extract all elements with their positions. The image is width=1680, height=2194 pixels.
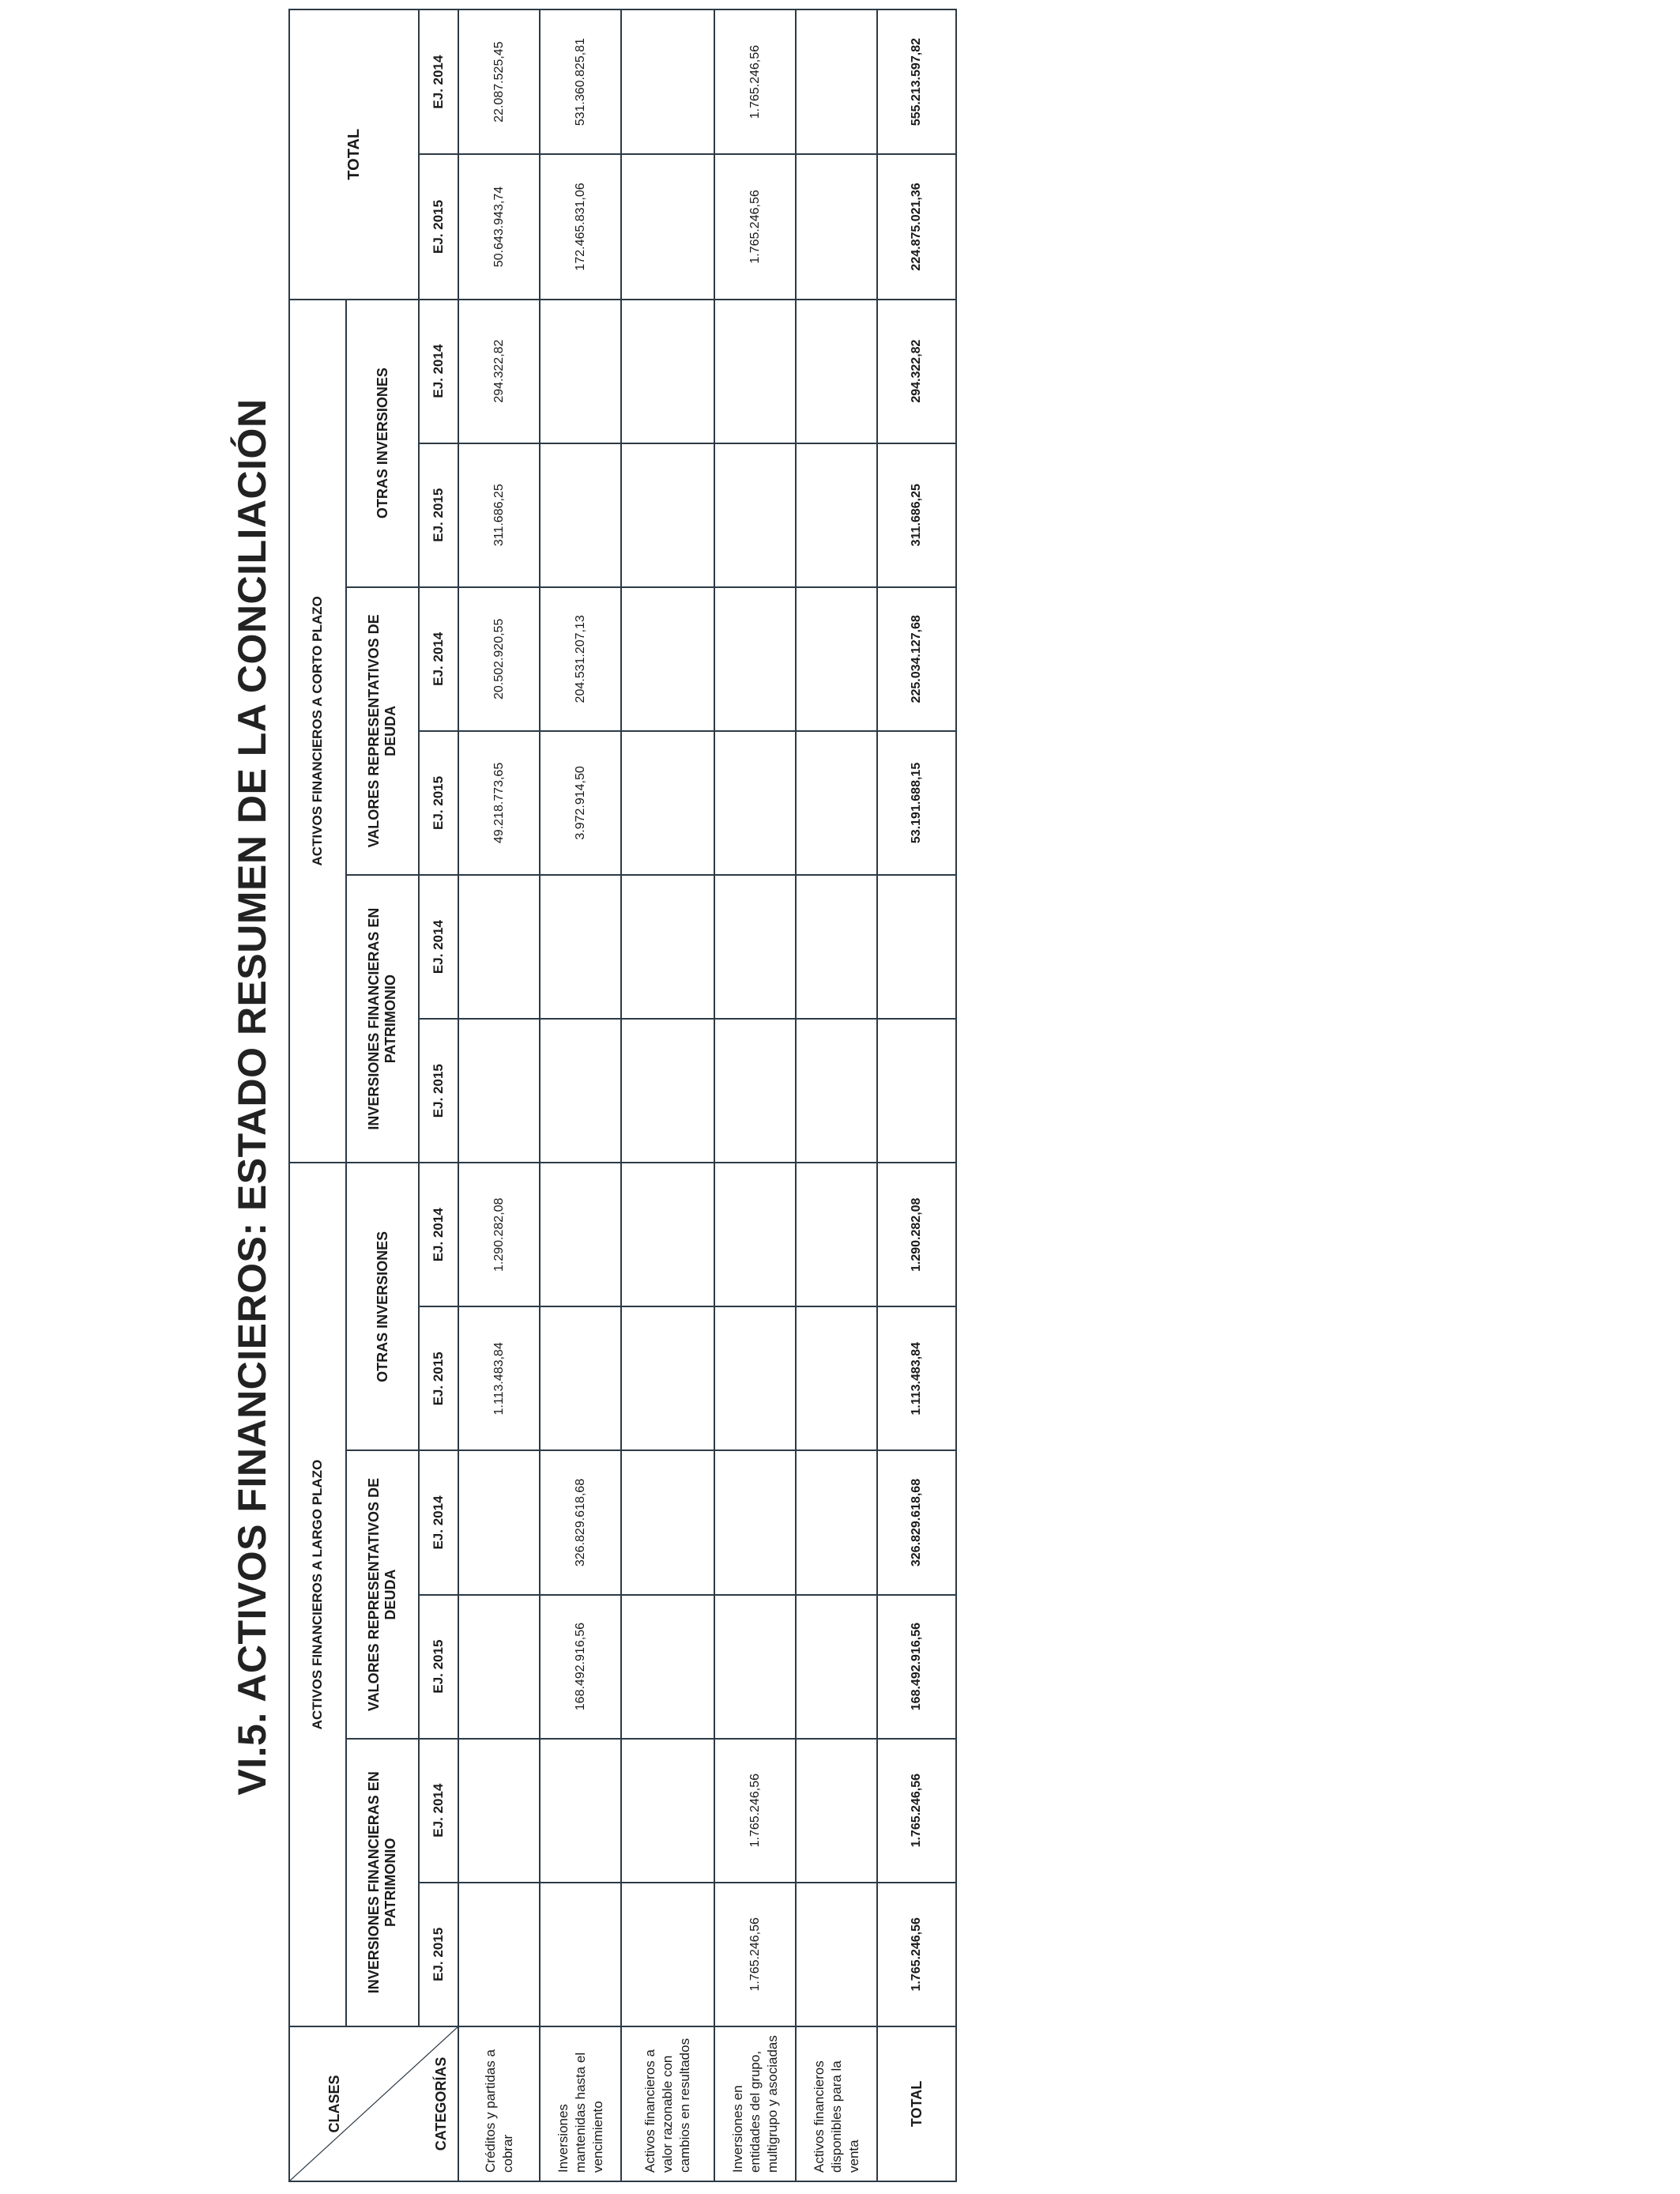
table-cell	[621, 1306, 714, 1450]
total-cell: 1.765.246,56	[877, 1739, 956, 1883]
total-cell: 326.829.618,68	[877, 1450, 956, 1594]
table-cell: 1.765.246,56	[714, 1739, 796, 1883]
header-total: TOTAL	[289, 9, 419, 300]
table-row	[714, 9, 796, 2181]
total-cell: 224.875.021,36	[877, 154, 956, 299]
table-cell: 326.829.618,68	[540, 1450, 621, 1594]
table-cell	[621, 587, 714, 731]
table-row	[621, 9, 714, 2181]
table-cell	[714, 443, 796, 587]
year-header: EJ. 2014	[419, 1739, 458, 1883]
table-cell	[621, 1019, 714, 1163]
total-cell: 294.322,82	[877, 300, 956, 443]
table-row	[540, 9, 621, 2181]
table-cell	[540, 1883, 621, 2026]
table-cell	[714, 1019, 796, 1163]
table-cell	[621, 1739, 714, 1883]
year-header: EJ. 2015	[419, 443, 458, 587]
table-cell	[714, 1306, 796, 1450]
table-cell	[796, 875, 877, 1019]
table-cell	[714, 587, 796, 731]
year-header: EJ. 2015	[419, 1595, 458, 1739]
year-header: EJ. 2014	[419, 1450, 458, 1594]
table-cell	[621, 9, 714, 154]
header-categorias: CATEGORÍAS	[433, 2056, 449, 2151]
header-corner-cell	[289, 2026, 458, 2181]
total-row	[877, 9, 956, 2181]
year-header: EJ. 2015	[419, 1306, 458, 1450]
table-cell	[796, 443, 877, 587]
row-category: Activos financieros a valor razonable con cambios en resultados	[621, 2026, 714, 2181]
table-cell: 3.972.914,50	[540, 731, 621, 875]
year-header: EJ. 2014	[419, 9, 458, 154]
table-cell: 1.765.246,56	[714, 1883, 796, 2026]
table-row	[458, 9, 540, 2181]
year-header: EJ. 2014	[419, 875, 458, 1019]
total-cell: 53.191.688,15	[877, 731, 956, 875]
table-cell	[621, 731, 714, 875]
table-cell	[621, 443, 714, 587]
table-cell	[540, 1306, 621, 1450]
header-lp-patrimonio: INVERSIONES FINANCIERAS EN PATRIMONIO	[346, 1739, 419, 2026]
year-header: EJ. 2014	[419, 587, 458, 731]
header-clases: CLASES	[326, 2075, 342, 2133]
table-cell	[796, 154, 877, 299]
table-cell	[796, 300, 877, 443]
total-cell: 168.492.916,56	[877, 1595, 956, 1739]
table-cell	[714, 731, 796, 875]
table-cell: 172.465.831,06	[540, 154, 621, 299]
header-corto-plazo: ACTIVOS FINANCIEROS A CORTO PLAZO	[289, 300, 346, 1163]
total-cell: 311.686,25	[877, 443, 956, 587]
total-cell: 225.034.127,68	[877, 587, 956, 731]
table-cell	[540, 1739, 621, 1883]
total-cell: 1.113.483,84	[877, 1306, 956, 1450]
table-cell: 531.360.825,81	[540, 9, 621, 154]
table-cell: 20.502.920,55	[458, 587, 540, 731]
table-cell	[621, 1883, 714, 2026]
table-cell: 294.322,82	[458, 300, 540, 443]
row-category: Créditos y partidas a cobrar	[458, 2026, 540, 2181]
table-cell	[796, 1306, 877, 1450]
total-cell: 555.213.597,82	[877, 9, 956, 154]
table-cell: 49.218.773,65	[458, 731, 540, 875]
table-cell	[714, 1450, 796, 1594]
table-cell	[796, 587, 877, 731]
total-cell	[877, 875, 956, 1019]
total-row-label: TOTAL	[877, 2026, 956, 2181]
header-largo-plazo: ACTIVOS FINANCIEROS A LARGO PLAZO	[289, 1163, 346, 2026]
table-cell	[714, 875, 796, 1019]
table-cell: 204.531.207,13	[540, 587, 621, 731]
table-cell	[714, 300, 796, 443]
table-cell	[458, 1019, 540, 1163]
table-cell	[458, 1595, 540, 1739]
table-cell: 311.686,25	[458, 443, 540, 587]
table-row	[796, 9, 877, 2181]
table-cell	[458, 1883, 540, 2026]
total-cell	[877, 1019, 956, 1163]
table-cell	[540, 443, 621, 587]
table-cell	[621, 300, 714, 443]
table-cell	[796, 9, 877, 154]
year-header: EJ. 2015	[419, 1019, 458, 1163]
table-cell: 168.492.916,56	[540, 1595, 621, 1739]
reconciliation-table	[288, 9, 957, 2182]
table-cell	[796, 1450, 877, 1594]
row-category: Inversiones mantenidas hasta el vencimiento	[540, 2026, 621, 2181]
table-cell	[540, 1019, 621, 1163]
table-cell	[621, 1450, 714, 1594]
header-cp-patrimonio: INVERSIONES FINANCIERAS EN PATRIMONIO	[346, 875, 419, 1163]
table-cell	[621, 875, 714, 1019]
header-lp-otras: OTRAS INVERSIONES	[346, 1163, 419, 1450]
table-cell	[796, 1595, 877, 1739]
table-cell: 1.765.246,56	[714, 9, 796, 154]
table-cell	[458, 1739, 540, 1883]
table-cell	[540, 875, 621, 1019]
year-header: EJ. 2015	[419, 731, 458, 875]
year-header: EJ. 2014	[419, 300, 458, 443]
header-lp-deuda: VALORES REPRESENTATIVOS DE DEUDA	[346, 1450, 419, 1738]
table-cell	[796, 1739, 877, 1883]
table-cell	[458, 875, 540, 1019]
year-header: EJ. 2014	[419, 1163, 458, 1306]
table-cell	[796, 1883, 877, 2026]
table-cell	[714, 1595, 796, 1739]
page-title: VI.5. ACTIVOS FINANCIEROS: ESTADO RESUMEN DE LA CONCILIACIÓN	[230, 398, 274, 1796]
row-category: Activos financieros disponibles para la venta	[796, 2026, 877, 2181]
header-cp-otras: OTRAS INVERSIONES	[346, 300, 419, 587]
table-cell	[458, 1450, 540, 1594]
table-cell: 1.765.246,56	[714, 154, 796, 299]
total-cell: 1.290.282,08	[877, 1163, 956, 1306]
table-cell	[796, 1019, 877, 1163]
table-cell	[796, 731, 877, 875]
row-category: Inversiones en entidades del grupo, multigrupo y asociadas	[714, 2026, 796, 2181]
table-cell: 1.290.282,08	[458, 1163, 540, 1306]
table-cell: 1.113.483,84	[458, 1306, 540, 1450]
header-cp-deuda: VALORES REPRESENTATIVOS DE DEUDA	[346, 587, 419, 875]
table-cell	[714, 1163, 796, 1306]
table-cell	[540, 300, 621, 443]
year-header: EJ. 2015	[419, 1883, 458, 2026]
table-cell	[621, 1595, 714, 1739]
table-cell: 50.643.943,74	[458, 154, 540, 299]
total-cell: 1.765.246,56	[877, 1883, 956, 2026]
table-cell	[621, 1163, 714, 1306]
table-cell	[540, 1163, 621, 1306]
table-cell	[796, 1163, 877, 1306]
table-cell: 22.087.525,45	[458, 9, 540, 154]
year-header: EJ. 2015	[419, 154, 458, 299]
table-cell	[621, 154, 714, 299]
